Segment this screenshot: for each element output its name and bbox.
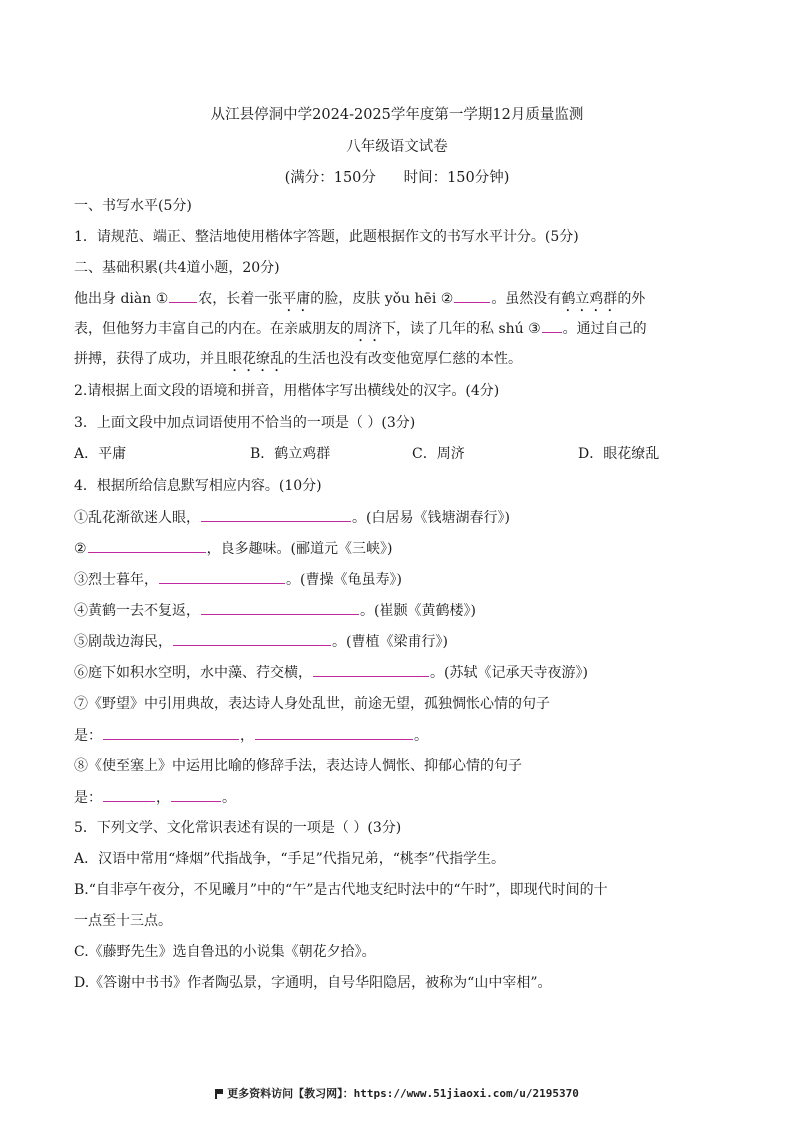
section1-heading: 一、书写水平(5分)	[74, 198, 192, 214]
dictation-item-3: ③烈士暮年， 。(曹操《龟虽寿》)	[74, 569, 402, 590]
question-2: 2.请根据上面文段的语境和拼音，用楷体字写出横线处的汉字。(4分)	[74, 383, 500, 399]
dotted-word-4: 眼花缭乱	[228, 351, 284, 367]
question-3: 3．上面文段中加点词语使用不恰当的一项是（ ）(3分)	[74, 415, 416, 431]
dictation-blank-1[interactable]	[201, 507, 351, 522]
question-5-option-c[interactable]: C.《藤野先生》选自鲁迅的小说集《朝花夕拾》。	[74, 944, 376, 960]
question-4: 4．根据所给信息默写相应内容。(10分)	[74, 478, 322, 494]
answer-blank-2[interactable]	[454, 288, 490, 303]
dictation-item-7: ⑦《野望》中引用典故，表达诗人身处乱世，前途无望，孤独惆怅心情的句子	[74, 696, 550, 712]
dotted-word-1: 平庸	[282, 291, 311, 307]
exam-subtitle: 八年级语文试卷	[346, 139, 448, 155]
dictation-item-6: ⑥庭下如积水空明，水中藻、荇交横， 。(苏轼《记承天寺夜游》)	[74, 662, 588, 683]
question-5: 5．下列文学、文化常识表述有误的一项是（ ）(3分)	[74, 820, 402, 836]
dictation-blank-8a[interactable]	[103, 787, 155, 802]
option-a[interactable]: A．平庸	[74, 446, 127, 462]
dictation-item-7-answer: 是： ， 。	[74, 725, 428, 746]
question-5-option-d[interactable]: D.《答谢中书书》作者陶弘景，字通明，自号华阳隐居，被称为“山中宰相”。	[74, 975, 552, 991]
dictation-item-8-answer: 是： ， 。	[74, 787, 236, 808]
dotted-word-3: 周济	[354, 321, 382, 337]
passage-line-2: 表，但他努力丰富自己的内在。在亲戚朋友的周济下，读了几年的私 shú ③ 。通过自己的	[74, 318, 647, 345]
dictation-blank-2[interactable]	[88, 538, 206, 553]
question-1: 1．请规范、端正、整洁地使用楷体字答题，此题根据作文的书写水平计分。(5分)	[74, 229, 579, 245]
dictation-blank-7b[interactable]	[255, 725, 413, 740]
option-d[interactable]: D．眼花缭乱	[578, 446, 660, 462]
section2-heading: 二、基础积累(共4道小题，20分)	[74, 260, 280, 276]
dictation-item-2: ② ，良多趣味。(郦道元《三峡》)	[74, 538, 393, 559]
passage-line-1: 他出身 diàn ① 农，长着一张平庸的脸，皮肤 yǒu hēi ② 。虽然没有鹤立鸡群的外	[74, 288, 645, 315]
footer-link[interactable]: 更多资料访问【教习网】：https://www.51jiaoxi.com/u/2195370	[0, 1085, 794, 1101]
answer-blank-1[interactable]	[169, 288, 197, 303]
dictation-blank-3[interactable]	[159, 569, 285, 584]
exam-info: (满分：150分 时间：150分钟)	[284, 170, 510, 186]
flag-icon	[215, 1089, 223, 1098]
dotted-word-2: 鹤立鸡群	[561, 291, 618, 307]
option-c[interactable]: C．周济	[412, 446, 465, 462]
option-b[interactable]: B．鹤立鸡群	[250, 446, 331, 462]
dictation-blank-7a[interactable]	[103, 725, 239, 740]
dictation-item-4: ④黄鹤一去不复返， 。(崔颢《黄鹤楼》)	[74, 600, 476, 621]
question-5-option-b-cont: 一点至十三点。	[74, 913, 172, 929]
answer-blank-3[interactable]	[542, 318, 562, 333]
dictation-item-8: ⑧《使至塞上》中运用比喻的修辞手法，表达诗人惆怅、抑郁心情的句子	[74, 758, 522, 774]
question-5-option-b[interactable]: B.“自非亭午夜分，不见曦月”中的“午”是古代地支纪时法中的“午时”，即现代时间的十	[74, 882, 608, 898]
question-5-option-a[interactable]: A．汉语中常用“烽烟”代指战争，“手足”代指兄弟，“桃李”代指学生。	[74, 851, 506, 867]
dictation-blank-6[interactable]	[313, 662, 429, 677]
dictation-blank-5[interactable]	[173, 631, 331, 646]
dictation-item-1: ①乱花渐欲迷人眼， 。(白居易《钱塘湖春行》)	[74, 507, 510, 528]
exam-title: 从江县停洞中学2024-2025学年度第一学期12月质量监测	[210, 107, 584, 123]
passage-line-3: 拼搏，获得了成功，并且眼花缭乱的生活也没有改变他宽厚仁慈的本性。	[74, 351, 522, 367]
dictation-item-5: ⑤剧哉边海民， 。(曹植《梁甫行》)	[74, 631, 448, 652]
dictation-blank-4[interactable]	[201, 600, 359, 615]
dictation-blank-8b[interactable]	[171, 787, 221, 802]
